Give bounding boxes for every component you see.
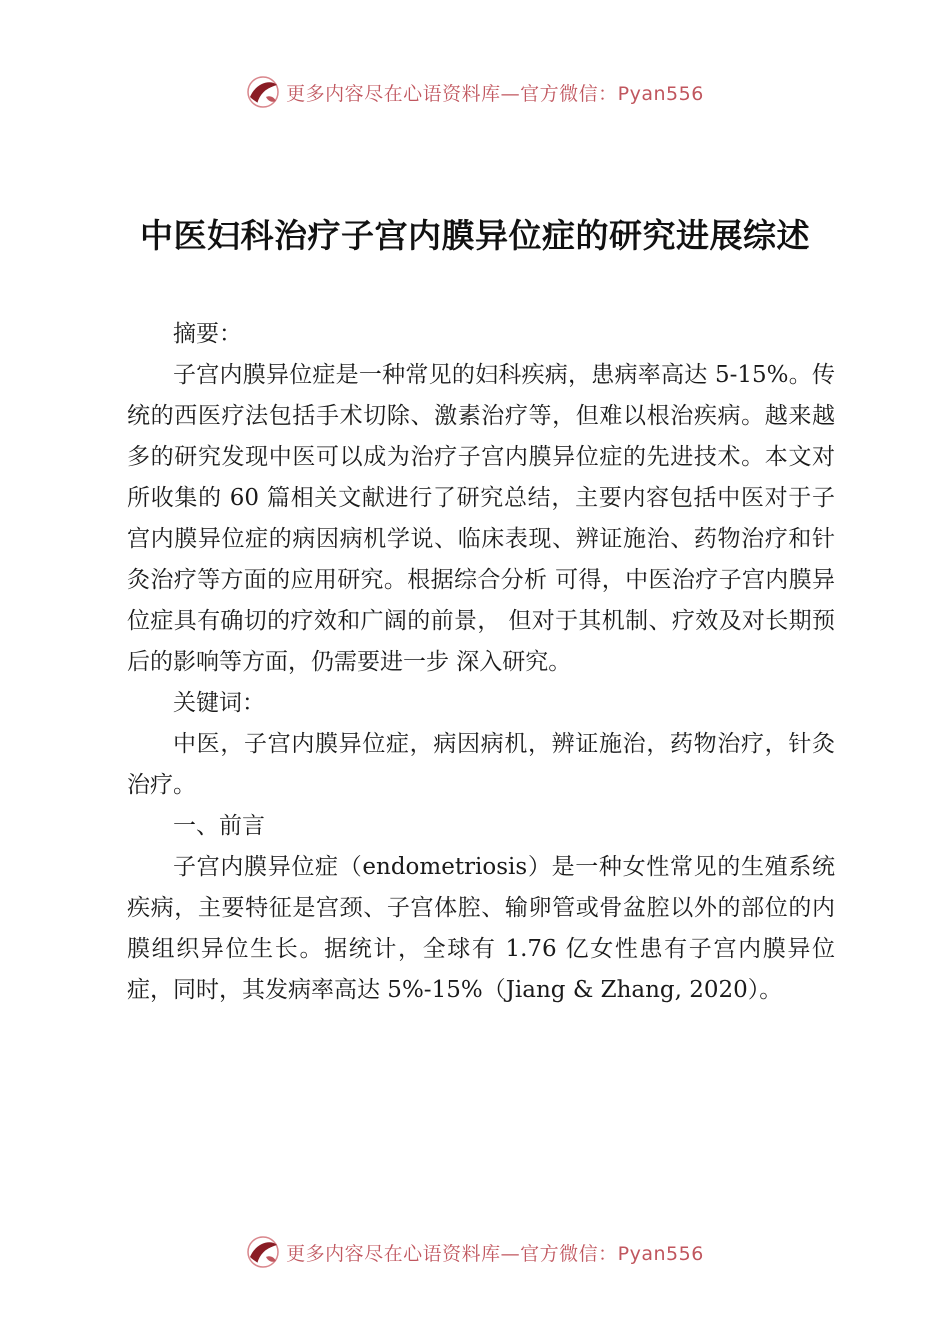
- wechat-id: Pyan556: [617, 1242, 704, 1265]
- abstract-heading: 摘要：: [173, 321, 242, 347]
- footer-banner: [0, 1232, 950, 1272]
- section-heading-preface: 一、前言: [173, 813, 265, 839]
- keywords-heading: 关键词：: [173, 690, 265, 716]
- leaf-logo-icon: [246, 1235, 280, 1269]
- wechat-id: Pyan556: [617, 82, 704, 105]
- preface-paragraph: 子宫内膜异位症（endometriosis）是一种女性常见的生殖系统疾病，主要特征是宫颈、子宫体腔、输卵管或骨盆腔以外的部位的内膜组织异位生长。据统计，全球有 1.76 亿女性患有子宫内膜异位症，同时，其发病率高达 5%-15%（Jiang & Zhang, 2020）。: [127, 854, 835, 1003]
- abstract-paragraph: 子宫内膜异位症是一种常见的妇科疾病，患病率高达 5-15%。传统的西医疗法包括手术切除、激素治疗等，但难以根治疾病。越来越多的研究发现中医可以成为治疗子宫内膜异位症的先进技术。本文对所收集的 60 篇相关文献进行了研究总结，主要内容包括中医对于子宫内膜异位症的病因病机学说、临床表现、辨证施治、药物治疗和针灸治疗等方面的应用研究。根据综合分析 可得，中医治疗子宫内膜异位症具有确切的疗效和广阔的前景， 但对于其机制、疗效及对长期预后的影响等方面，仍需要进一步 深入研究。: [127, 362, 835, 675]
- document-title: 中医妇科治疗子宫内膜异位症的研究进展综述: [140, 216, 810, 255]
- header-banner: [0, 72, 950, 112]
- banner-text: 更多内容尽在心语资料库—官方微信：Pyan556: [286, 1242, 704, 1265]
- leaf-logo-icon: [246, 75, 280, 109]
- keywords-paragraph: 中医，子宫内膜异位症，病因病机，辨证施治，药物治疗，针灸治疗。: [127, 731, 835, 798]
- banner-text: 更多内容尽在心语资料库—官方微信：Pyan556: [286, 82, 704, 105]
- document-body: [127, 314, 835, 1011]
